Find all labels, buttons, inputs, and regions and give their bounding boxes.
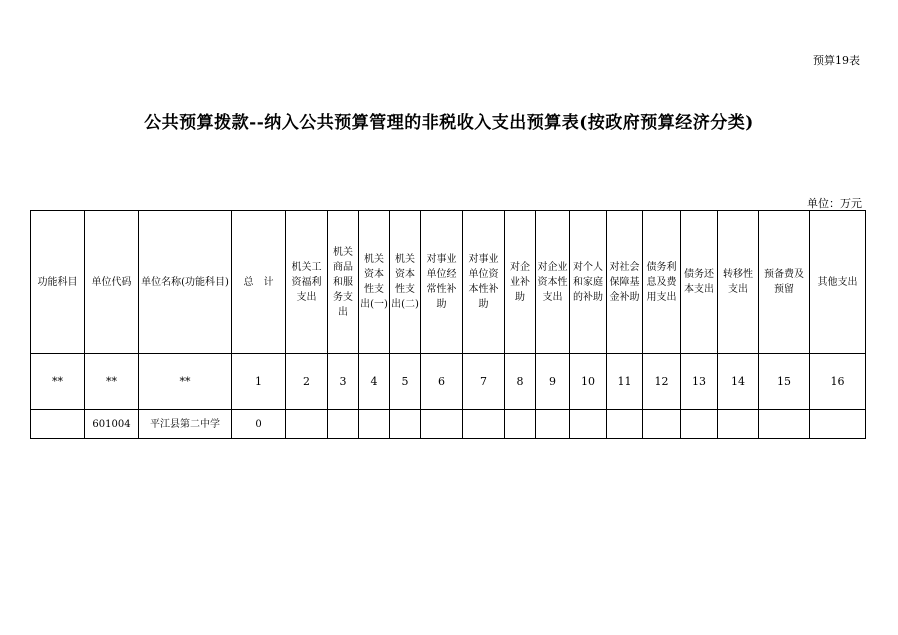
cell-code: 601004: [85, 410, 139, 439]
col-header-6: 对事业单位经常性补助: [421, 211, 463, 354]
col-header-14: 转移性支出: [718, 211, 759, 354]
col-header-15: 预备费及预留: [759, 211, 810, 354]
col-header-11: 对社会保障基金补助: [607, 211, 643, 354]
col-number: 15: [759, 354, 810, 410]
cell-value: [643, 410, 681, 439]
cell-value: [759, 410, 810, 439]
header-row: [31, 211, 866, 354]
col-number: 3: [328, 354, 359, 410]
col-header-code: 单位代码: [85, 211, 139, 354]
col-header-func: 功能科目: [31, 211, 85, 354]
col-number: 10: [570, 354, 607, 410]
cell-value: [421, 410, 463, 439]
cell-value: [505, 410, 536, 439]
budget-table: [30, 210, 866, 439]
table-number: 预算19表: [813, 54, 860, 67]
cell-value: [718, 410, 759, 439]
col-number: 4: [359, 354, 390, 410]
cell-value: [607, 410, 643, 439]
col-number: 7: [463, 354, 505, 410]
col-header-name: 单位名称(功能科目): [139, 211, 232, 354]
col-number: **: [139, 354, 232, 410]
col-number: 2: [286, 354, 328, 410]
cell-value: [570, 410, 607, 439]
col-header-total: 总 计: [232, 211, 286, 354]
cell-func: [31, 410, 85, 439]
col-number: 13: [681, 354, 718, 410]
col-header-3: 机关商品和服务支出: [328, 211, 359, 354]
cell-value: [328, 410, 359, 439]
col-header-5: 机关资本性支出(二): [390, 211, 421, 354]
col-header-12: 债务利息及费用支出: [643, 211, 681, 354]
col-number: 5: [390, 354, 421, 410]
col-header-2: 机关工资福利支出: [286, 211, 328, 354]
col-header-4: 机关资本性支出(一): [359, 211, 390, 354]
cell-value: [463, 410, 505, 439]
col-header-10: 对个人和家庭的补助: [570, 211, 607, 354]
cell-value: [286, 410, 328, 439]
col-number: **: [85, 354, 139, 410]
col-header-9: 对企业资本性支出: [536, 211, 570, 354]
unit-label: 单位：万元: [807, 197, 862, 210]
table-row: [31, 410, 866, 439]
col-header-16: 其他支出: [810, 211, 866, 354]
col-number: 11: [607, 354, 643, 410]
col-number: 14: [718, 354, 759, 410]
cell-total: 0: [232, 410, 286, 439]
col-header-8: 对企业补助: [505, 211, 536, 354]
col-number: 9: [536, 354, 570, 410]
col-header-13: 债务还本支出: [681, 211, 718, 354]
col-number: 8: [505, 354, 536, 410]
column-number-row: [31, 354, 866, 410]
col-number: 1: [232, 354, 286, 410]
cell-name: 平江县第二中学: [139, 410, 232, 439]
cell-value: [810, 410, 866, 439]
col-number: 16: [810, 354, 866, 410]
cell-value: [536, 410, 570, 439]
page-title: 公共预算拨款--纳入公共预算管理的非税收入支出预算表(按政府预算经济分类): [144, 113, 754, 133]
col-number: 12: [643, 354, 681, 410]
cell-value: [359, 410, 390, 439]
col-number: 6: [421, 354, 463, 410]
col-header-7: 对事业单位资本性补助: [463, 211, 505, 354]
col-number: **: [31, 354, 85, 410]
cell-value: [390, 410, 421, 439]
cell-value: [681, 410, 718, 439]
